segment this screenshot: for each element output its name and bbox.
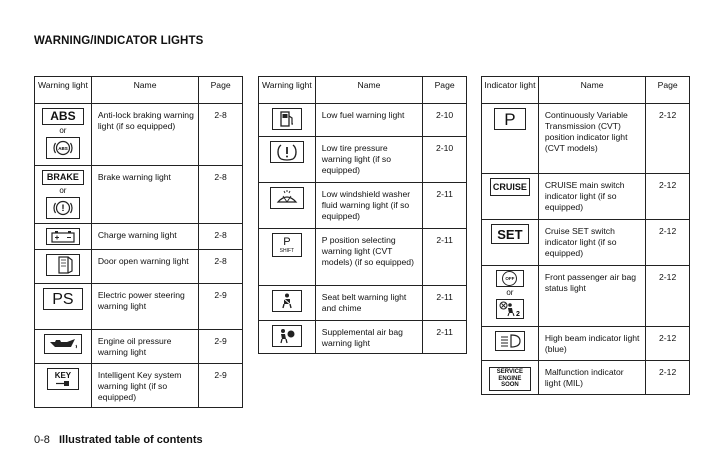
table-row bbox=[482, 327, 690, 361]
col-header-name: Name bbox=[315, 77, 423, 104]
col-header-page: Page bbox=[199, 77, 243, 104]
table-row bbox=[259, 137, 467, 183]
cvt-p-icon: P bbox=[494, 108, 526, 130]
row-page: 2-11 bbox=[423, 286, 467, 321]
row-name: Engine oil pressure warning light bbox=[91, 330, 198, 364]
row-name: CRUISE main switch indicator light (if so equipped) bbox=[538, 174, 645, 220]
row-name: Low windshield washer fluid warning light (if so equipped) bbox=[315, 183, 423, 229]
abs-circle-icon bbox=[46, 137, 80, 159]
svg-text:!: ! bbox=[61, 203, 65, 213]
service-engine-soon-icon: SERVICE ENGINE SOON bbox=[489, 367, 531, 391]
ps-icon: PS bbox=[43, 288, 83, 310]
row-name: P position selecting warning light (CVT models) (if so equipped) bbox=[315, 229, 423, 286]
row-name: Low tire pressure warning light (if so equipped) bbox=[315, 137, 423, 183]
row-name: Door open warning light bbox=[91, 250, 198, 284]
row-name: Continuously Variable Transmission (CVT) position indicator light (CVT models) bbox=[538, 104, 645, 174]
row-page: 2-8 bbox=[199, 104, 243, 166]
col-header-name: Name bbox=[91, 77, 198, 104]
svg-text:ABS: ABS bbox=[58, 146, 68, 151]
table-row bbox=[259, 286, 467, 321]
table-row bbox=[259, 183, 467, 229]
row-name: Charge warning light bbox=[91, 224, 198, 250]
row-page: 2-12 bbox=[646, 266, 690, 327]
table-row bbox=[259, 104, 467, 137]
row-name: Cruise SET switch indicator light (if so equipped) bbox=[538, 220, 645, 266]
tire-pressure-icon bbox=[270, 141, 304, 163]
page-title: WARNING/INDICATOR LIGHTS bbox=[34, 35, 204, 47]
table-header-row bbox=[482, 77, 690, 104]
airbag-icon bbox=[272, 325, 302, 347]
row-page: 2-12 bbox=[646, 327, 690, 361]
table-row bbox=[482, 266, 690, 327]
row-page: 2-10 bbox=[423, 104, 467, 137]
row-name: Malfunction indicator light (MIL) bbox=[538, 361, 645, 395]
table-row bbox=[482, 174, 690, 220]
row-page: 2-8 bbox=[199, 224, 243, 250]
col-header-icon: Indicator light bbox=[482, 77, 539, 104]
row-page: 2-11 bbox=[423, 321, 467, 354]
table-row bbox=[482, 220, 690, 266]
oil-can-icon bbox=[44, 334, 82, 354]
table-header-row bbox=[35, 77, 243, 104]
door-open-icon bbox=[46, 254, 80, 276]
table-row bbox=[35, 224, 243, 250]
table-row bbox=[482, 361, 690, 395]
passenger-airbag-icon bbox=[496, 299, 524, 319]
row-name: Anti-lock braking warning light (if so equipped) bbox=[91, 104, 198, 166]
row-name: Supplemental air bag warning light bbox=[315, 321, 423, 354]
battery-icon bbox=[46, 228, 80, 245]
row-page: 2-8 bbox=[199, 166, 243, 224]
row-page: 2-11 bbox=[423, 229, 467, 286]
brake-circle-icon bbox=[46, 197, 80, 219]
set-icon: SET bbox=[491, 224, 529, 244]
high-beam-icon bbox=[495, 331, 525, 351]
indicator-lights-table bbox=[481, 76, 690, 395]
row-page: 2-12 bbox=[646, 361, 690, 395]
abs-icon: ABS bbox=[42, 108, 84, 125]
row-page: 2-12 bbox=[646, 174, 690, 220]
row-name: Brake warning light bbox=[91, 166, 198, 224]
washer-fluid-icon bbox=[270, 187, 304, 209]
row-name: Seat belt warning light and chime bbox=[315, 286, 423, 321]
table-row bbox=[35, 166, 243, 224]
row-page: 2-8 bbox=[199, 250, 243, 284]
table-row bbox=[35, 250, 243, 284]
table-row bbox=[259, 229, 467, 286]
page-footer bbox=[34, 434, 203, 446]
table-row bbox=[35, 104, 243, 166]
col-header-page: Page bbox=[646, 77, 690, 104]
table-row bbox=[35, 330, 243, 364]
p-shift-icon: P SHIFT bbox=[272, 233, 302, 257]
row-page: 2-12 bbox=[646, 104, 690, 174]
footer-section-title: Illustrated table of contents bbox=[58, 434, 203, 446]
or-label: or bbox=[59, 186, 67, 195]
col-header-icon: Warning light bbox=[259, 77, 316, 104]
col-header-page: Page bbox=[423, 77, 467, 104]
warning-lights-table-2 bbox=[258, 76, 467, 354]
row-name: Low fuel warning light bbox=[315, 104, 423, 137]
row-name: Electric power steering warning light bbox=[91, 284, 198, 330]
row-page: 2-9 bbox=[199, 364, 243, 408]
table-row bbox=[35, 364, 243, 408]
row-page: 2-10 bbox=[423, 137, 467, 183]
row-page: 2-9 bbox=[199, 330, 243, 364]
seatbelt-icon bbox=[272, 290, 302, 312]
footer-page-number: 0-8 bbox=[34, 434, 50, 446]
key-icon: KEY bbox=[47, 368, 79, 390]
or-label: or bbox=[59, 126, 67, 135]
fuel-pump-icon bbox=[272, 108, 302, 130]
or-label: or bbox=[506, 288, 514, 297]
table-header-row bbox=[259, 77, 467, 104]
row-page: 2-9 bbox=[199, 284, 243, 330]
brake-icon: BRAKE bbox=[42, 170, 84, 185]
table-row bbox=[482, 104, 690, 174]
row-page: 2-11 bbox=[423, 183, 467, 229]
airbag-off-icon: OFF bbox=[496, 270, 524, 287]
table-row bbox=[35, 284, 243, 330]
row-name: Front passenger air bag status light bbox=[538, 266, 645, 327]
row-name: High beam indicator light (blue) bbox=[538, 327, 645, 361]
table-row bbox=[259, 321, 467, 354]
svg-text:2: 2 bbox=[515, 311, 520, 317]
warning-lights-table-1 bbox=[34, 76, 243, 408]
row-name: Intelligent Key system warning light (if so equipped) bbox=[91, 364, 198, 408]
col-header-name: Name bbox=[538, 77, 645, 104]
row-page: 2-12 bbox=[646, 220, 690, 266]
cruise-icon: CRUISE bbox=[490, 178, 530, 196]
col-header-icon: Warning light bbox=[35, 77, 92, 104]
